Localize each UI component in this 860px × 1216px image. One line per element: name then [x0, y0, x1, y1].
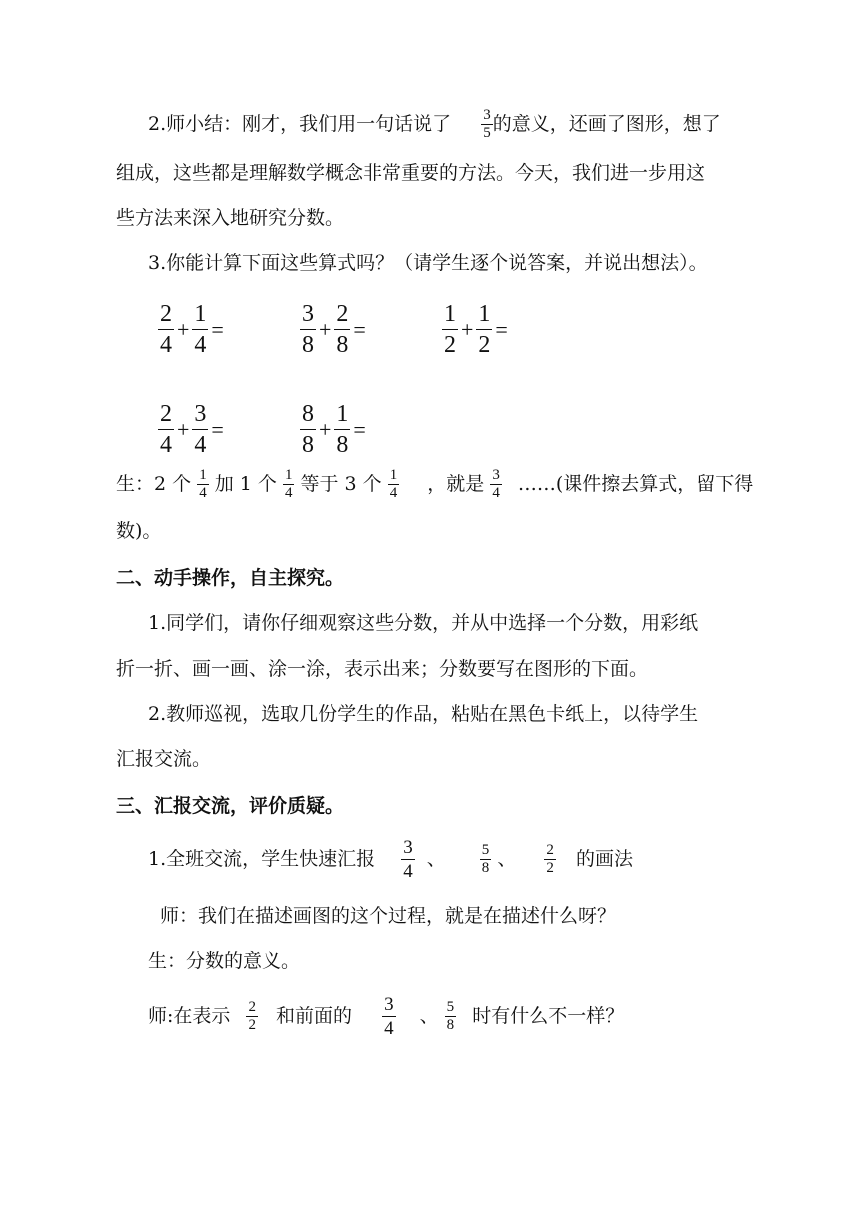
fraction-5-8: $\frac{5}{8}$	[481, 842, 490, 876]
student-answer-line-1	[116, 468, 753, 501]
fraction: $\frac{1}{8}$	[336, 401, 349, 458]
student-answer-line-2: 数)。	[116, 520, 162, 542]
text: 时有什么不一样？	[472, 1005, 625, 1027]
paragraph-calc-question: 3.你能计算下面这些算式吗？（请学生逐个说答案，并说出想法）。	[148, 252, 708, 274]
fraction-3-4: $\frac{3}{4}$	[403, 837, 413, 882]
dialogue-student-answer: 生：分数的意义。	[148, 950, 301, 972]
text: 、	[419, 1005, 439, 1027]
fraction-2-2: $\frac{2}{2}$	[248, 999, 256, 1033]
section-heading-3: 三、汇报交流，评价质疑。	[116, 795, 345, 817]
fraction: $\frac{3}{8}$	[302, 301, 314, 358]
text: 加 1 个	[214, 473, 277, 495]
text: 的画法	[575, 848, 633, 870]
dialogue-teacher-compare	[148, 995, 624, 1038]
equation-1	[158, 302, 227, 357]
paragraph-operation-line-1: 1.同学们，请你仔细观察这些分数，并从中选择一个分数，用彩纸	[148, 612, 699, 634]
paragraph-operation-line-2: 折一折、画一画、涂一涂，表示出来；分数要写在图形的下面。	[116, 658, 649, 680]
fraction: $\frac{2}{8}$	[336, 301, 349, 358]
fraction: $\frac{8}{8}$	[302, 401, 314, 458]
equation-5	[300, 402, 369, 457]
paragraph-summary-line-2: 组成，这些都是理解数学概念非常重要的方法。今天，我们进一步用这	[116, 162, 706, 184]
equals-sign: =	[353, 316, 366, 342]
equals-sign: =	[211, 416, 224, 442]
fraction-3-4: $\frac{3}{4}$	[492, 467, 500, 501]
equation-4	[158, 402, 227, 457]
fraction-5-8: $\frac{5}{8}$	[446, 999, 455, 1033]
text: ，就是	[427, 473, 485, 495]
text: 、	[497, 848, 517, 870]
paragraph-report-line	[148, 838, 633, 881]
plus-sign: +	[177, 316, 190, 342]
fraction: $\frac{3}{4}$	[194, 401, 207, 458]
equals-sign: =	[211, 316, 224, 342]
paragraph-teacher-line-2: 汇报交流。	[116, 748, 212, 770]
dialogue-teacher-question: 师：我们在描述画图的这个过程，就是在描述什么呀？	[160, 905, 617, 927]
equals-sign: =	[353, 416, 366, 442]
text: 1.全班交流，学生快速汇报	[148, 848, 376, 870]
section-heading-2: 二、动手操作，自主探究。	[116, 567, 345, 589]
plus-sign: +	[461, 316, 474, 342]
fraction: $\frac{1}{2}$	[444, 301, 456, 358]
fraction: $\frac{1}{2}$	[478, 301, 491, 358]
plus-sign: +	[177, 416, 190, 442]
text: 等于 3 个	[300, 473, 382, 495]
paragraph-summary-line-1	[148, 108, 721, 141]
equation-2	[300, 302, 369, 357]
fraction-1-4: $\frac{1}{4}$	[199, 467, 207, 501]
paragraph-summary-line-3: 些方法来深入地研究分数。	[116, 207, 345, 229]
fraction: $\frac{1}{4}$	[194, 301, 207, 358]
text: 和前面的	[276, 1005, 353, 1027]
paragraph-teacher-line-1: 2.教师巡视，选取几份学生的作品，粘贴在黑色卡纸上，以待学生	[148, 703, 699, 725]
fraction-1-4: $\frac{1}{4}$	[389, 467, 398, 501]
equals-sign: =	[495, 316, 508, 342]
plus-sign: +	[319, 316, 332, 342]
text: 的意义，还画了图形，想了	[492, 113, 721, 135]
fraction: $\frac{2}{4}$	[160, 401, 172, 458]
fraction-3-5: $\frac{3}{5}$	[483, 107, 491, 141]
fraction-3-4: $\frac{3}{4}$	[384, 994, 394, 1039]
text: ……(课件擦去算式，留下得	[517, 473, 754, 495]
plus-sign: +	[319, 416, 332, 442]
fraction-1-4: $\frac{1}{4}$	[284, 467, 293, 501]
text: 2.师小结：刚才，我们用一句话说了	[148, 113, 452, 135]
text: 、	[426, 848, 446, 870]
text: 生：2 个	[116, 473, 192, 495]
text: 师:在表示	[148, 1005, 231, 1027]
fraction: $\frac{2}{4}$	[160, 301, 172, 358]
equation-3	[442, 302, 511, 357]
fraction-2-2: $\frac{2}{2}$	[546, 842, 554, 876]
